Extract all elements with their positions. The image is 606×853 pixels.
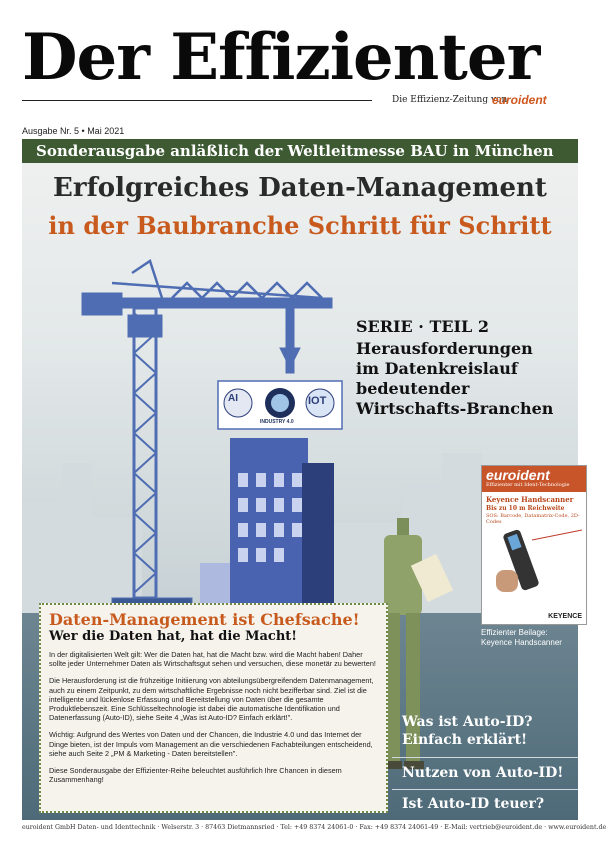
qa-cost[interactable]: Ist Auto-ID teuer?: [402, 796, 545, 812]
headline-line-2: in der Baubranche Schritt für Schritt: [48, 211, 552, 240]
masthead-title: Der Effizienter: [22, 20, 540, 95]
building: [200, 438, 334, 608]
brochure-logo: euroident: [486, 467, 550, 483]
series-subtitle: Herausforderungen im Datenkreislauf bedeutender Wirtschafts-Branchen: [356, 339, 554, 418]
brochure-title: Keyence Handscanner: [486, 495, 574, 504]
masthead-rule: [22, 100, 372, 101]
article-subtitle: Wer die Daten hat, hat die Macht!: [49, 629, 298, 644]
article-paragraph: In der digitalisierten Welt gilt: Wer die Daten hat, hat die Macht bzw. wird die Macht haben! Daher sollte jeder Unternehmer Daten als Wirtschaftsgut sehen und versuchen, diese monetär zu bewerten!: [49, 650, 376, 669]
brochure-header: [482, 466, 586, 492]
brochure-title-2: Bis zu 10 m Reichweite: [486, 505, 565, 512]
keyence-brochure[interactable]: [481, 465, 587, 625]
series-label: SERIE · TEIL 2: [356, 317, 489, 336]
euroident-logo: euroident: [492, 93, 547, 107]
special-edition-banner: Sonderausgabe anläßlich der Weltleitmesse BAU in München: [22, 139, 578, 163]
tagline: Die Effizienz-Zeitung von: [392, 95, 508, 105]
brochure-code-types: SOS: Barcode, Datamatrix-Code, 2D-Codes: [486, 513, 580, 525]
article-title: Daten-Management ist Chefsache!: [49, 610, 360, 629]
qa-what-is-auto-id[interactable]: Was ist Auto-ID? Einfach erklärt!: [402, 714, 533, 748]
brochure-logo-sub: Effizienter mit Ident-Technologie: [486, 482, 570, 488]
qa-divider: [392, 757, 578, 758]
article-box: [39, 603, 388, 813]
qa-divider: [392, 789, 578, 790]
footer-contact: euroident GmbH Daten- und Identtechnik · Welserstr. 3 · 87463 Dietmannsried · Tel: +49 8374 24061-0 · Fax: +49 8374 24061-49 · E-Mail: vertrieb@euroident.de · www.euroident.de: [22, 824, 606, 831]
ai-label: AI: [228, 393, 238, 404]
headline-line-1: Erfolgreiches Daten-Management: [53, 173, 547, 203]
article-paragraph: Diese Sonderausgabe der Effizienter-Reihe beleuchtet ausführlich Ihre Chancen in diesem Zusammenhang!: [49, 766, 342, 785]
qa-benefits[interactable]: Nutzen von Auto-ID!: [402, 765, 564, 781]
industry-label: INDUSTRY 4.0: [260, 419, 294, 425]
iot-label: IOT: [308, 395, 327, 407]
scanner-icon: [482, 520, 588, 610]
brochure-brand: KEYENCE: [548, 613, 582, 620]
brochure-caption: Effizienter Beilage: Keyence Handscanner: [481, 628, 562, 647]
issue-info: Ausgabe Nr. 5 • Mai 2021: [22, 126, 125, 136]
article-paragraph: Die Herausforderung ist die frühzeitige Initiierung von abteilungsübergreifendem Datenmanagement, auch zu einem Zeitpunkt, zu dem wirtschaftliche Ergebnisse noch nicht bezifferbar sind. Ziel ist die intelligente und lückenlose Erfassung und Bereitstellung von Daten über die gesamte Produktlebenszeit. Eine Schlüsseltechnologie ist dabei die automatische Identifikation und Datenerfassung (Auto-ID), siehe Seite 4 „Was ist Auto-ID? Einfach erklärt!".: [49, 676, 374, 723]
hero-illustration: [22, 163, 582, 820]
article-paragraph: Wichtig: Aufgrund des Wertes von Daten und der Chancen, die Industrie 4.0 und das Internet der Dinge bieten, ist der Impuls vom Management an die verschiedenen Fachabteilungen entscheidend, siehe auch Seite 2 „PM & Marketing - Daten bereitstellen".: [49, 730, 373, 758]
